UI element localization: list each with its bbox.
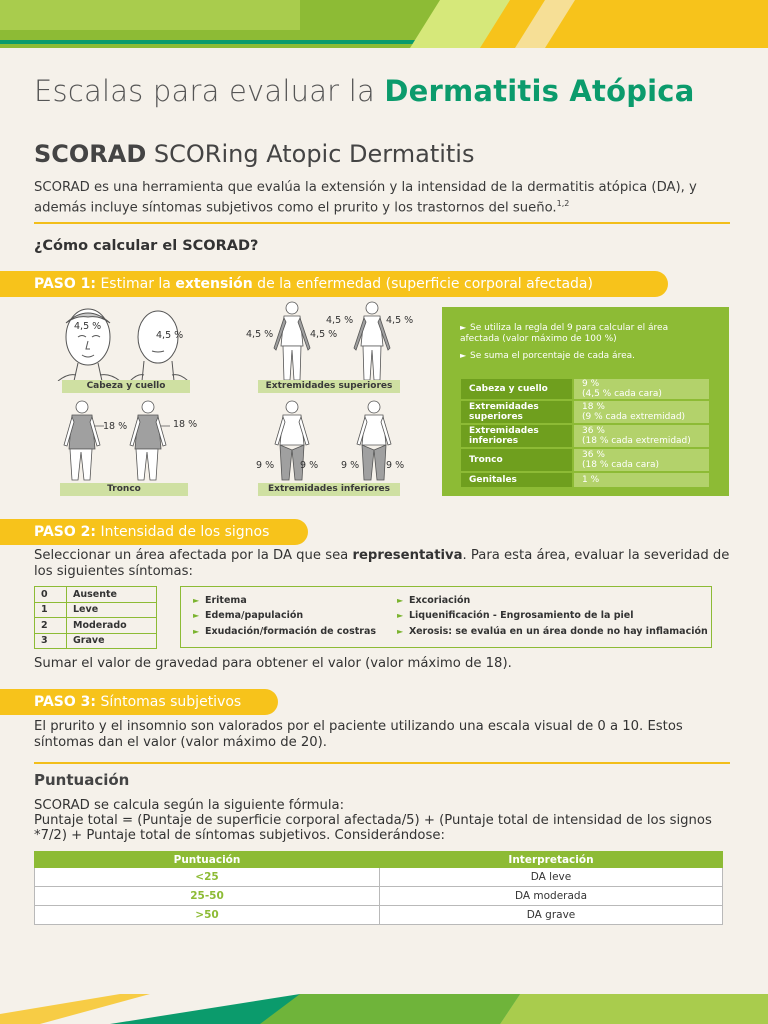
severity-table (34, 586, 157, 649)
bottom-decorative-band (0, 994, 768, 1024)
rule-row: Tronco 36 % (18 % cada cara) (461, 449, 709, 471)
rule-row: Genitales 1 % (461, 473, 709, 487)
lower-pct-2: 9 % (300, 460, 319, 471)
score-table-header: Puntuación Interpretación (35, 852, 723, 868)
paso-2-banner: PASO 2: Intensidad de los signos (0, 519, 308, 545)
scorad-full-name: SCORing Atopic Dermatitis (153, 140, 475, 168)
symptom-item: ► Exudación/formación de costras (193, 626, 377, 637)
paso-2-sum: Sumar el valor de gravedad para obtener el valor (valor máximo de 18). (34, 656, 512, 671)
trunk-front-pct: 18 % (103, 421, 128, 432)
scorad-intro: SCORAD es una herramienta que evalúa la extensión y la intensidad de la dermatitis atópica (DA), y además incluye síntomas subjetivos como el prurito y los trastornos del sueño.$^{1,2}$ (34, 180, 697, 216)
lower-pct-4: 9 % (386, 460, 405, 471)
table-row: 25-50 DA moderada (35, 887, 723, 906)
table-row: <25 DA leve (35, 868, 723, 887)
rule-bullet-1: ► Se utiliza la regla del 9 para calcular el área afectada (valor máximo de 100 %) (460, 323, 669, 344)
lower-pct-1: 9 % (256, 460, 275, 471)
formula-text: SCORAD se calcula según la siguiente fórmula: Puntaje total = (Puntaje de superficie corporal afectada/5) + (Puntaje total de intensidad de los signos *7/2) + Puntaje total de síntomas subjetivos. Considerándose: (34, 798, 712, 843)
rule-bullet-2: ► Se suma el porcentaje de cada área. (460, 351, 635, 361)
page-title: Escalas para evaluar la Dermatitis Atópica (34, 74, 695, 108)
rule-row: Cabeza y cuello 9 % (4,5 % cada cara) (461, 379, 709, 399)
severity-row: 3 Grave (35, 633, 157, 649)
severity-row: 1 Leve (35, 602, 157, 618)
paso-2-text: Seleccionar un área afectada por la DA que sea representativa. Para esta área, evaluar la severidad de los siguientes síntomas: (34, 548, 730, 579)
upper-pct-2: 4,5 % (310, 329, 338, 340)
divider (34, 762, 730, 764)
head-neck-label: Cabeza y cuello (62, 380, 190, 393)
paso-3-text: El prurito y el insomnio son valorados por el paciente utilizando una escala visual de 0 a 10. Estos síntomas dan el valor (valor máximo de 20). (34, 719, 683, 750)
table-row: >50 DA grave (35, 906, 723, 925)
severity-row: 0 Ausente (35, 587, 157, 603)
head-neck-figure (48, 303, 188, 381)
upper-extremities-label: Extremidades superiores (258, 380, 400, 393)
upper-extremities-figure (262, 300, 412, 382)
rule-of-nine-box (442, 307, 729, 496)
symptom-item: ► Liquenificación - Engrosamiento de la piel (397, 610, 634, 621)
symptom-item: ► Xerosis: se evalúa en un área donde no hay inflamación (397, 626, 708, 637)
rule-row: Extremidades superiores 18 % (9 % cada extremidad) (461, 401, 709, 423)
intro-references: 1,2 (556, 199, 570, 208)
severity-row: 2 Moderado (35, 618, 157, 634)
head-front-pct: 4,5 % (74, 321, 102, 332)
puntuacion-heading: Puntuación (34, 771, 130, 789)
lower-pct-3: 9 % (341, 460, 360, 471)
rule-row: Extremidades inferiores 36 % (18 % cada extremidad) (461, 425, 709, 447)
upper-pct-3: 4,5 % (326, 315, 354, 326)
upper-pct-4: 4,5 % (386, 315, 414, 326)
trunk-back-pct: 18 % (173, 419, 198, 430)
head-back-pct: 4,5 % (156, 330, 184, 341)
symptoms-box (180, 586, 712, 648)
lower-extremities-label: Extremidades inferiores (258, 483, 400, 496)
scorad-acronym: SCORAD (34, 140, 147, 168)
top-decorative-band (0, 0, 768, 48)
trunk-figure (58, 400, 178, 482)
how-to-heading: ¿Cómo calcular el SCORAD? (34, 238, 259, 254)
scorad-heading (34, 140, 474, 168)
score-table (34, 851, 723, 925)
symptom-item: ► Excoriación (397, 595, 471, 606)
upper-pct-1: 4,5 % (246, 329, 274, 340)
paso-3-banner: PASO 3: Síntomas subjetivos (0, 689, 278, 715)
symptom-item: ► Edema/papulación (193, 610, 304, 621)
symptom-item: ► Eritema (193, 595, 247, 606)
divider (34, 222, 730, 224)
paso-1-banner: PASO 1: Estimar la extensión de la enfermedad (superficie corporal afectada) (0, 271, 668, 297)
page-title-highlight: Dermatitis Atópica (384, 74, 695, 108)
trunk-label: Tronco (60, 483, 188, 496)
